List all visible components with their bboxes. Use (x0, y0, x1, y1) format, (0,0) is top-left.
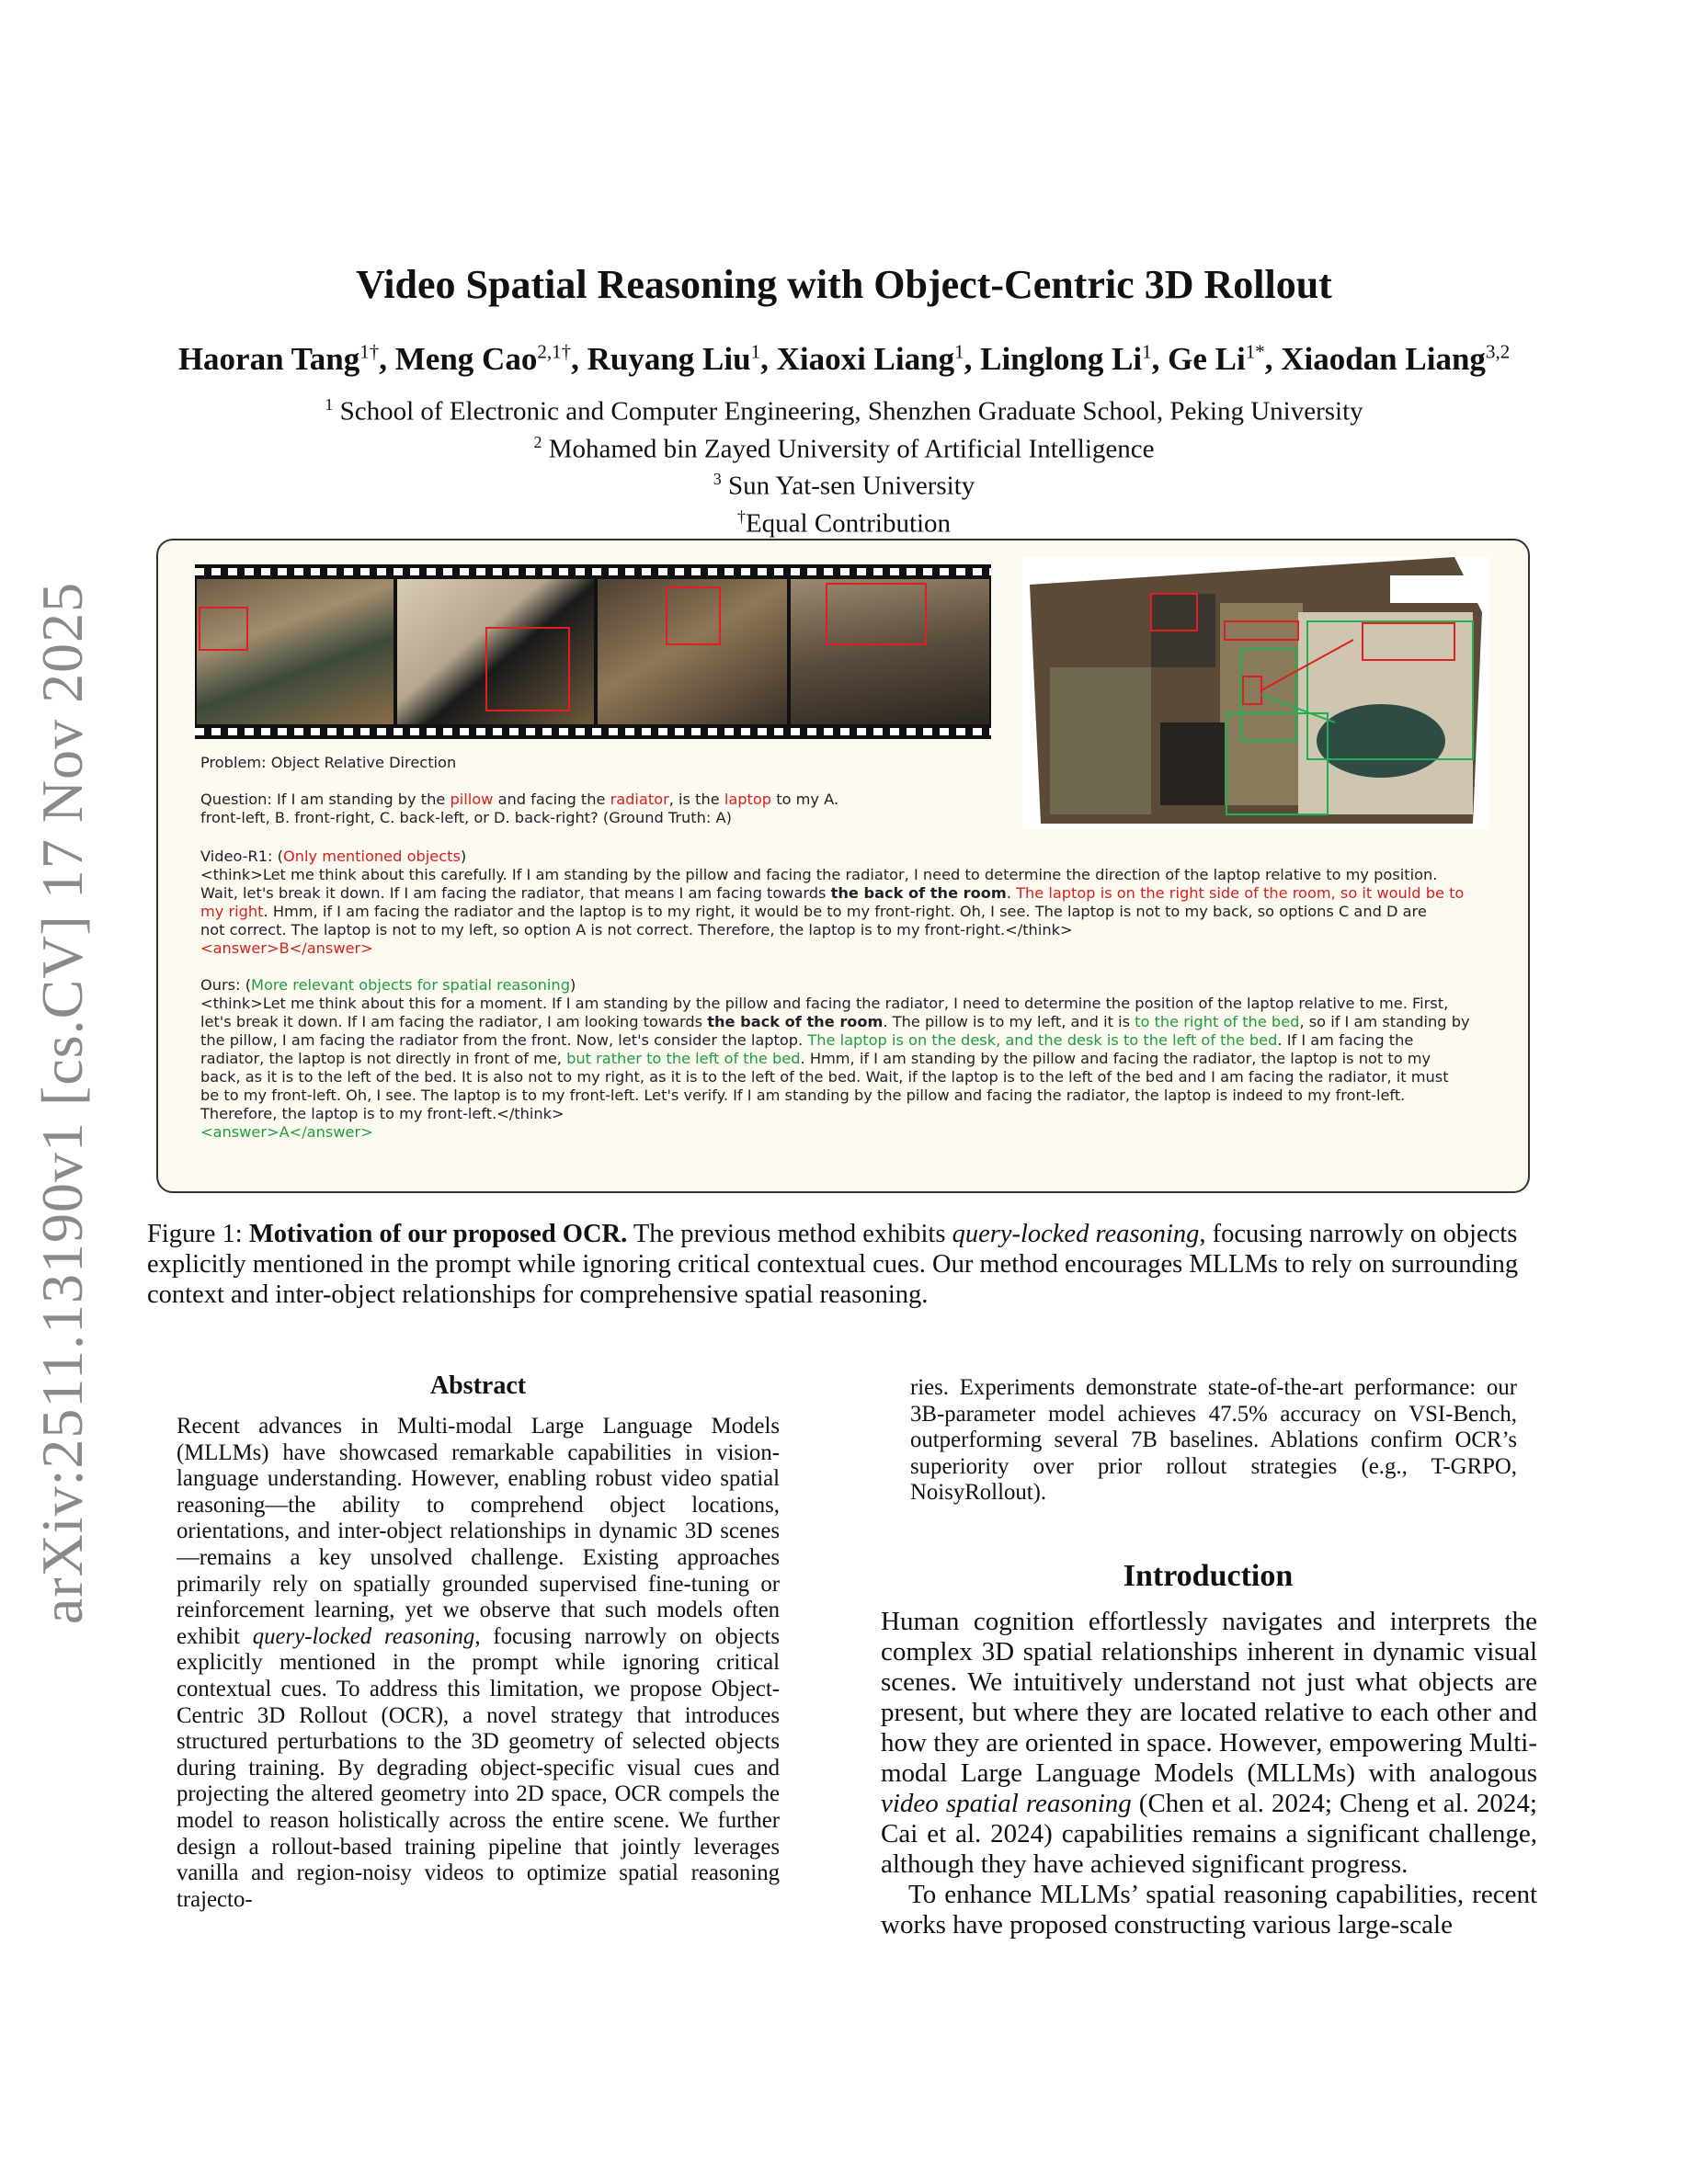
affiliation: $^1$ School of Electronic and Computer Engineering, Shenzhen Graduate School, Peking University (325, 395, 1363, 427)
ours-response: Ours: (More relevant objects for spatial reasoning) <think>Let me think about this for a moment. If I am standing by the pillow and facing the radiator, I need to determine the position of the laptop relative to me. First, let's break it down. If I am facing the radiator, I am looking towards the back of the room. The pillow is to my left, and it is to the right of the bed, so if I am standing by the pillow, I am facing the radiator from the front. Now, let's consider the laptop. The laptop is on the desk, and the desk is to the left of the bed. If I am facing the radiator, the laptop is not directly in front of me, but rather to the left of the bed. Hmm, if I am standing by the pillow and facing the radiator, the laptop is not to my back, as it is to the left of the bed. It is also not to my right, as it is to the left of the bed. Wait, if the laptop is to the left of the bed and I am facing the radiator, it must be to my front-left. Oh, I see. The laptop is to my front-left. Let's verify. If I am standing by the pillow and facing the radiator, the laptop is indeed to my front-left. Therefore, the laptop is to my front-left.</think> <answer>A</answer> (200, 976, 1470, 1141)
introduction-heading: Introduction (1123, 1559, 1294, 1593)
author: Xiaodan Liang$^{3,2}$ (1281, 340, 1511, 377)
author: Linglong Li$^1$ (980, 340, 1152, 377)
video-frame-3 (598, 579, 787, 724)
video-filmstrip (195, 564, 991, 739)
figure-caption: Figure 1: Motivation of our proposed OCR. The previous method exhibits query-locked reasoning, focusing narrowly on objects explicitly mentioned in the prompt while ignoring critical contextual cues. Our method encourages MLLMs to rely on surrounding context and inter-object relationships for comprehensive spatial reasoning. (147, 1220, 1519, 1309)
point-cloud-view (1022, 557, 1489, 829)
ours-tag: More relevant objects for spatial reasoning (251, 976, 570, 994)
abstract-body: Recent advances in Multi-modal Large Language Models (MLLMs) have showcased remarkable capabilities in vision-language understanding. However, enabling robust video spatial reasoning—the ability to comprehend object locations, orientations, and inter-object relationships in dynamic 3D scenes—remains a key unsolved challenge. Existing approaches primarily rely on spatially grounded supervised fine-tuning or reinforcement learning, yet we observe that such models often exhibit query-locked reasoning, focusing narrowly on objects explicitly mentioned in the prompt while ignoring critical contextual cues. To address this limitation, we propose Object-Centric 3D Rollout (OCR), a novel strategy that introduces structured perturbations to the 3D geometry of selected objects during training. By degrading object-specific visual cues and projecting the altered geometry into 2D space, OCR compels the model to reason holistically across the entire scene. We further design a rollout-based training pipeline that jointly leverages vanilla and region-noisy videos to optimize spatial reasoning trajecto- (177, 1414, 780, 1912)
video-frame-1 (197, 579, 393, 724)
author: Xiaoxi Liang$^1$ (776, 340, 964, 377)
affiliation: $^3$ Sun Yat-sen University (713, 470, 975, 501)
affiliations (0, 390, 1688, 540)
ours-answer: <answer>A</answer> (200, 1123, 373, 1141)
video-frame-4 (791, 579, 989, 724)
affiliation: $^2$ Mohamed bin Zayed University of Artificial Intelligence (533, 432, 1155, 464)
point-cloud-image (1022, 557, 1489, 829)
author: Ruyang Liu$^1$ (587, 340, 761, 377)
paper-title: Video Spatial Reasoning with Object-Centric 3D Rollout (356, 262, 1332, 307)
videor1-tag: Only mentioned objects (282, 847, 461, 865)
arxiv-stamp (0, 581, 129, 1625)
videor1-response: Video-R1: (Only mentioned objects) <think>Let me think about this carefully. If I am standing by the pillow and facing the radiator, I need to determine the direction of the laptop relative to my position. Wait, let's break it down. If I am facing the radiator, that means I am facing towards the back of the room. The laptop is on the right side of the room, so it would be to my right. Hmm, if I am facing the radiator and the laptop is to my right, it would be to my front-right. Oh, I see. The laptop is not to my back, so options C and D are not correct. The laptop is not to my left, so option A is not correct. Therefore, the laptop is to my front-right.</think> <answer>B</answer> (200, 847, 1465, 957)
laptop-mention: laptop (724, 791, 772, 808)
problem-label: Problem: Object Relative Direction (200, 754, 457, 771)
arxiv-id: arXiv:2511.13190v1 [cs.CV] 17 Nov 2025 (29, 581, 95, 1625)
videor1-answer: <answer>B</answer> (200, 939, 373, 957)
pillow-bbox (199, 607, 248, 651)
author: Haoran Tang$^{1\dagger}$ (177, 340, 380, 377)
affiliation: †Equal Contribution (736, 506, 952, 539)
radiator-mention: radiator (610, 791, 669, 808)
film-perforation (195, 568, 991, 575)
introduction-body: Human cognition effortlessly navigates and interprets the complex 3D spatial relationships inherent in dynamic visual scenes. We intuitively understand not just what objects are present, but where they are located relative to each other and how they are oriented in space. However, empowering Multi-modal Large Language Models (MLLMs) with analogous video spatial reasoning (Chen et al. 2024; Cheng et al. 2024; Cai et al. 2024) capabilities remains a significant challenge, although they have achieved significant progress. To enhance MLLMs’ spatial reasoning capabilities, recent works have proposed constructing various large-scale (881, 1607, 1537, 1939)
pillow-mention: pillow (450, 791, 494, 808)
author: Ge $Li^{1*}$ (1168, 340, 1265, 377)
figure-question: Question: If I am standing by the pillow and facing the radiator, is the laptop to my A. front-left, B. front-right, C. back-left, or D. back-right? (Ground Truth: A) (200, 791, 839, 826)
abstract-continued: ries. Experiments demonstrate state-of-the-art performance: our 3B-parameter model achieves 47.5% accuracy on VSI-Bench, outperforming several 7B baselines. Ablations confirm OCR’s superiority over prior rollout strategies (e.g., T-GRPO, NoisyRollout). (910, 1375, 1517, 1506)
author-list: Haoran Tang$^{1\dagger}$, Meng Cao$^{2,1\dagger}$, Ruyang Liu$^1$, Xiaoxi Liang$^1$, Linglong Li$^1$, Ge $Li^{1*}$, Xiaodan Liang$^{3,2}$ (177, 340, 1511, 377)
video-frame-2 (397, 579, 594, 724)
figure-1 (156, 539, 1530, 1193)
figure-problem (200, 754, 456, 772)
film-perforation (195, 728, 991, 735)
abstract-heading: Abstract (429, 1371, 527, 1400)
laptop-bbox (485, 627, 570, 711)
laptop-bbox (666, 586, 721, 645)
radiator-bbox (826, 583, 927, 645)
author: Meng Cao$^{2,1\dagger}$ (394, 340, 572, 377)
